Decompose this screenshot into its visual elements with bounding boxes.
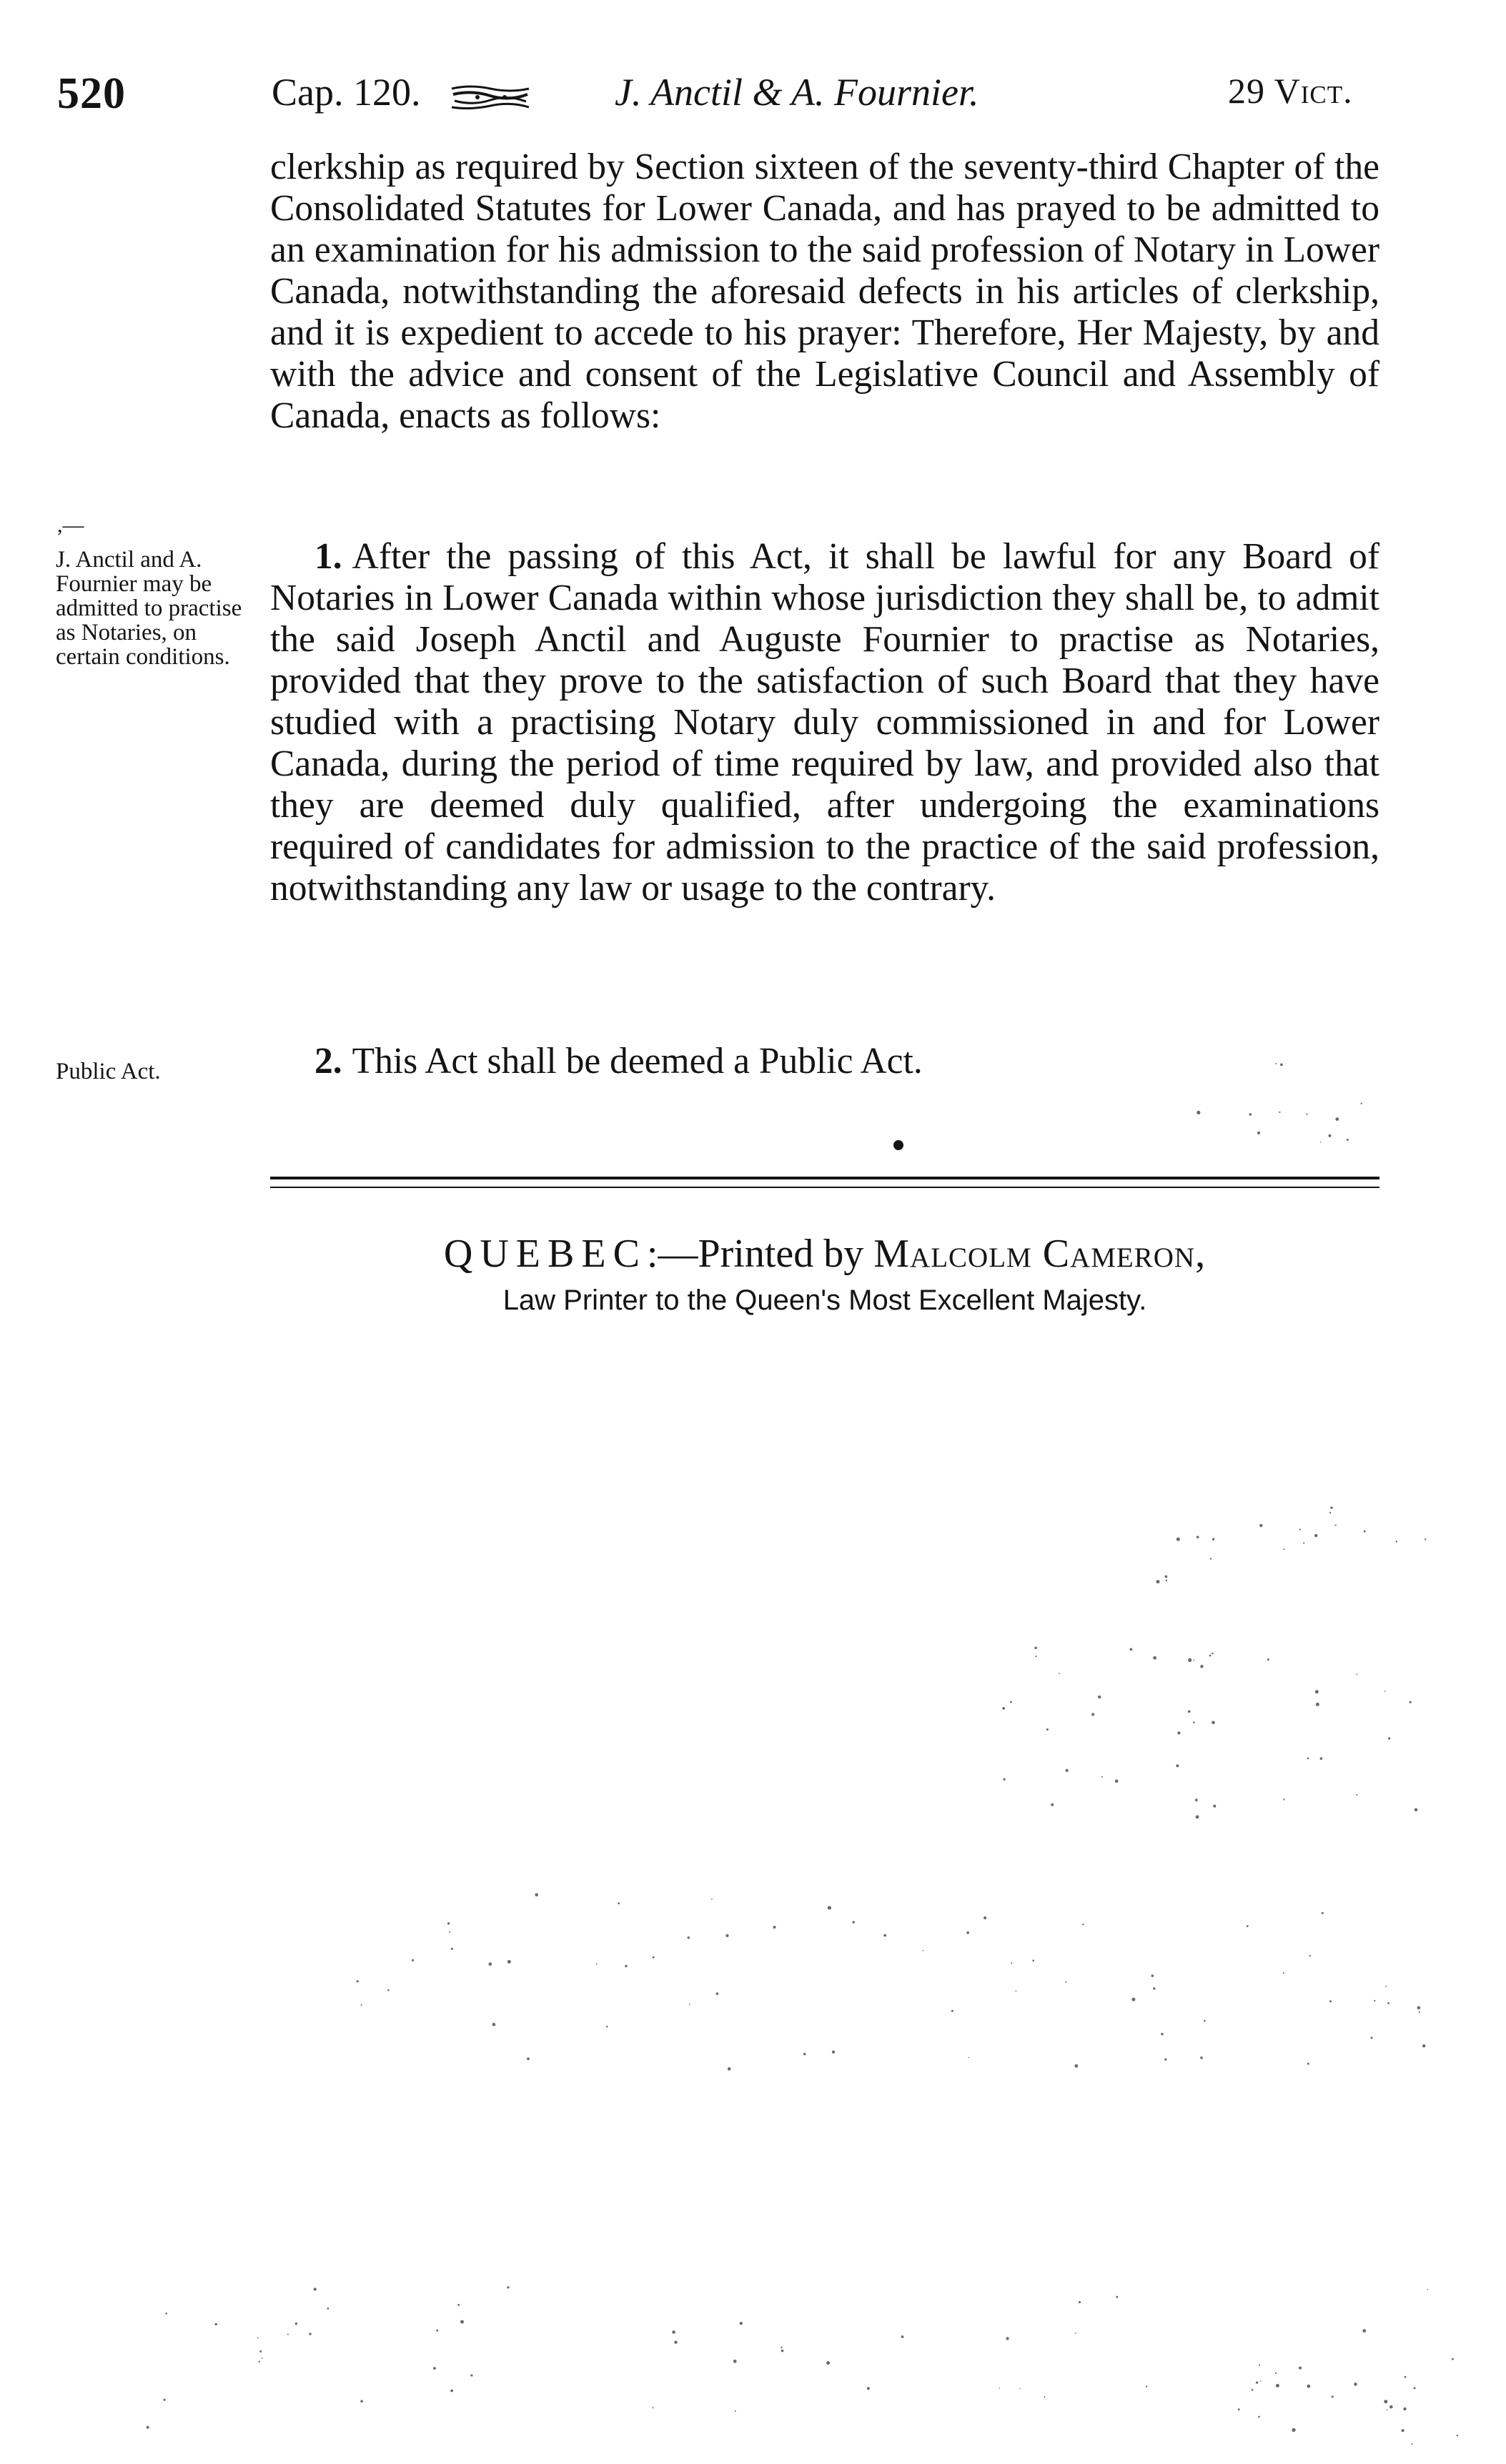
speckle [1065,1981,1066,1983]
speckle [1320,1142,1322,1143]
speckle [716,1992,719,1995]
speckle [672,2330,675,2334]
speckle [1387,2002,1389,2004]
speckle [1153,1987,1155,1989]
speckle [1452,2358,1454,2360]
speckle [689,2004,690,2005]
speckle [147,2426,149,2429]
speckle [1153,1656,1156,1660]
speckle [1315,1690,1319,1693]
speckle [1166,1580,1167,1581]
speckle [968,2057,969,2059]
speckle [1384,1691,1386,1692]
speckle [165,2312,167,2315]
speckle [1115,1779,1119,1783]
page-number: 520 [57,69,126,118]
speckle [360,2400,363,2403]
speckle [470,2374,472,2376]
speckle [1196,1815,1199,1819]
speckle [1329,2000,1332,2002]
speckle [1292,2428,1296,2432]
speckle [447,1922,450,1924]
speckle [412,1959,414,1961]
speckle [1006,2337,1009,2340]
speckle [711,1899,713,1900]
speckle [1316,1703,1319,1706]
speckle [1275,1063,1277,1064]
speckle [826,2361,830,2365]
running-title: J. Anctil & A. Fournier. [615,71,979,114]
speckle [1046,1728,1049,1731]
speckle [1019,2388,1021,2390]
speckle [725,1934,728,1937]
speckle [357,1980,359,1982]
margin-mark: ,— [57,513,84,537]
speckle [1267,1658,1269,1661]
speckle [1419,2012,1420,2013]
speckle [1303,1542,1304,1543]
speckle [966,1931,969,1934]
speckle [1044,2396,1046,2398]
speckle [1371,2037,1373,2039]
speckle [1252,2389,1254,2391]
speckle [781,2350,784,2352]
speckle [1075,2332,1076,2334]
speckle [507,2286,509,2288]
speckle [1457,2435,1458,2436]
speckle [1066,1769,1069,1772]
speckle [1402,2429,1405,2432]
speckle [215,2323,217,2325]
speckle [674,2341,677,2344]
speckle [1306,1114,1307,1115]
speckle [728,2067,731,2071]
speckle [1209,1655,1212,1657]
speckle [1130,1648,1133,1651]
speckle [361,2004,362,2006]
speckle [951,2010,953,2012]
speckle [1257,1132,1260,1134]
speckle [1403,2408,1406,2410]
speckle [1307,1758,1309,1760]
speckle [1260,2380,1262,2382]
speckle [164,2399,166,2401]
speckle [1259,1524,1262,1527]
speckle [1091,1713,1094,1716]
speckle [327,2307,330,2310]
speckle [1309,1955,1310,1956]
section-text: After the passing of this Act, it shall be lawful for any Board of Notaries in Lower Canada within whose jurisdiction they shall be, to admit the said Joseph Anctil and Auguste Fournier to practise as Notaries, provided that they prove to the satisfaction of such Board that they have studied with a practising Notary duly commissioned in and for Lower Canada, during the period of time required by law, and provided also that they are deemed duly qualified, after undergoing the examinations required of candidates for admission to the practice of the said profession, notwithstanding any law or usage to the contrary. [270,536,1379,909]
speckle [449,1931,450,1933]
speckle [781,2347,782,2348]
speckle [1193,1660,1194,1661]
speckle [1146,2385,1147,2387]
speckle [1010,1701,1012,1703]
speckle [1258,2416,1260,2418]
speckle [1188,1658,1192,1662]
speckle [1079,2301,1081,2303]
speckle [451,1948,453,1950]
speckle [1176,1764,1179,1767]
speckle [1356,1794,1357,1796]
speckle [1016,1990,1017,1992]
speckle [314,2287,317,2290]
speckle [606,2026,608,2028]
imprint-city: QUEBEC [443,1232,647,1276]
speckle [1247,1925,1249,1927]
speckle [1384,2400,1387,2403]
speckle [287,2334,289,2335]
speckle [653,1956,655,1959]
speckle [1212,1653,1214,1655]
speckle [1059,1673,1060,1674]
speckle [1200,2057,1203,2059]
speckle [1283,1798,1284,1800]
speckle [1074,2064,1078,2068]
speckle [1386,2410,1387,2411]
speckle [1116,2296,1118,2298]
regnal-year: 29 Vict. [1228,71,1353,111]
speckle [1051,1804,1054,1806]
speckle [1212,1538,1214,1540]
speckle [901,2335,904,2338]
speckle [1275,2373,1277,2374]
speckle [1299,2367,1302,2370]
speckle [1034,1647,1037,1650]
speckle [1361,1103,1362,1104]
speckle [828,1906,831,1909]
speckle [1151,1974,1154,1977]
speckle [1161,2033,1163,2035]
speckle [1362,2329,1366,2332]
speckle [1389,2405,1393,2409]
speckle [1307,2385,1310,2388]
speckle [1193,1722,1195,1724]
marginal-note-section-2: Public Act. [56,1059,161,1084]
speckle [735,2410,736,2412]
speckle [259,2350,262,2352]
speckle [1415,1808,1418,1811]
speckle [1335,1525,1337,1526]
speckle [733,2360,737,2363]
speckle [1238,2408,1240,2410]
imprint-printer: Malcolm Cameron, [873,1232,1207,1276]
speckle [1197,1536,1199,1539]
speckle [433,2367,436,2370]
speckle [436,2330,438,2332]
imprint-line-2: Law Printer to the Queen's Most Excellent Majesty. [502,1285,1147,1316]
speckle [1405,2376,1407,2378]
speckle [1101,1776,1103,1778]
speckle [867,2387,870,2390]
speckle [923,1950,924,1951]
speckle [1280,1064,1283,1067]
speckle [1374,2000,1375,2002]
speckle [1354,2383,1357,2386]
speckle [1314,1534,1317,1537]
speckle [527,2057,530,2060]
speckle [1427,2289,1429,2290]
speckle [1425,1538,1426,1540]
speckle [1332,2395,1334,2398]
speckle [492,2023,496,2027]
speckle [1276,2384,1279,2388]
speckle [625,1965,627,1967]
speckle [1283,1972,1284,1974]
speckle [1036,1656,1037,1657]
section-text: This Act shall be deemed a Public Act. [352,1041,923,1082]
speckle [832,2051,835,2054]
speckle [1032,1959,1034,1961]
speckle [1156,1580,1160,1583]
speckle [618,1902,620,1904]
imprint-printed-by: :—Printed by [646,1232,874,1276]
speckle [653,2407,654,2408]
speckle [1004,1778,1006,1781]
speckle [1410,1701,1412,1703]
section-number: 1. [314,536,342,577]
speckle [1335,1117,1339,1121]
speckle [1197,1111,1200,1114]
speckle [1347,1139,1349,1141]
speckle [450,2390,453,2393]
speckle [295,2322,297,2325]
speckle [1328,1134,1331,1137]
speckle [1364,1530,1366,1533]
speckle [1279,1112,1280,1113]
speckle [688,1936,690,1939]
speckle [507,1960,511,1964]
speckle [1414,2387,1416,2389]
speckle [1098,1696,1101,1698]
speckle [1204,2020,1206,2022]
speckle [1385,1986,1387,1987]
speckle [259,2361,260,2362]
speckle [489,1962,492,1966]
speckle [262,2357,263,2359]
speckle [1396,1540,1397,1542]
speckle [1213,1805,1216,1808]
preamble-text: clerkship as required by Section sixteen of the seventy-third Chapter of the Consolidated Statutes for Lower Canada, and has prayed to be admitted to an examination for his admission to the said profession of Notary in Lower Canada, notwithstanding the aforesaid defects in his articles of clerkship, and it is expedient to accede to his prayer: Therefore, Her Majesty, by and with the advice and consent of the Legislative Council and Assembly of Canada, enacts as follows: [270,147,1379,436]
speckle [740,2322,743,2325]
speckle [1412,2443,1413,2445]
section-number: 2. [314,1041,342,1082]
speckle [387,1989,390,1992]
speckle [1177,1731,1180,1734]
speckle [1195,1798,1198,1801]
speckle [1176,1538,1180,1541]
speckle [1330,1507,1332,1509]
speckle [460,2320,464,2324]
chapter-number: Cap. 120. [272,71,421,114]
speckle [1082,1924,1084,1925]
speckle [1210,1558,1212,1560]
speckle [1002,1707,1005,1710]
speckle [257,2337,259,2339]
speckle [1322,1912,1324,1914]
speckle [1249,1113,1252,1116]
speckle [883,1934,886,1937]
speckle [1299,1529,1301,1530]
speckle [1356,1673,1357,1675]
speckle [773,1926,776,1929]
speckle [1212,1721,1215,1724]
speckle [1131,1998,1135,2002]
speckle [1329,1512,1331,1513]
speckle [1259,2364,1260,2365]
speckle [1417,2007,1421,2010]
speckle [999,2388,1001,2389]
speckle [1200,1665,1203,1668]
speckle [1164,2059,1166,2061]
speckle [1307,2063,1309,2065]
marginal-note-section-1: J. Anctil and A. Fournier may be admitted to practise as Notaries, on certain conditions. [56,547,242,670]
speckle [852,1921,854,1923]
speckle [1422,2044,1425,2047]
speckle [309,2332,311,2335]
speckle [1011,1962,1012,1964]
speckle [1320,1757,1323,1760]
speckle [457,2304,460,2306]
speckle [1165,1575,1168,1578]
speckle [984,1916,986,1919]
speckle [1256,2381,1258,2383]
speckle [535,1893,538,1896]
speckle [1188,1711,1191,1713]
speckle [1283,1548,1284,1550]
speckle [803,2053,806,2056]
speckle [596,1964,598,1965]
speckle [1388,1737,1390,1739]
